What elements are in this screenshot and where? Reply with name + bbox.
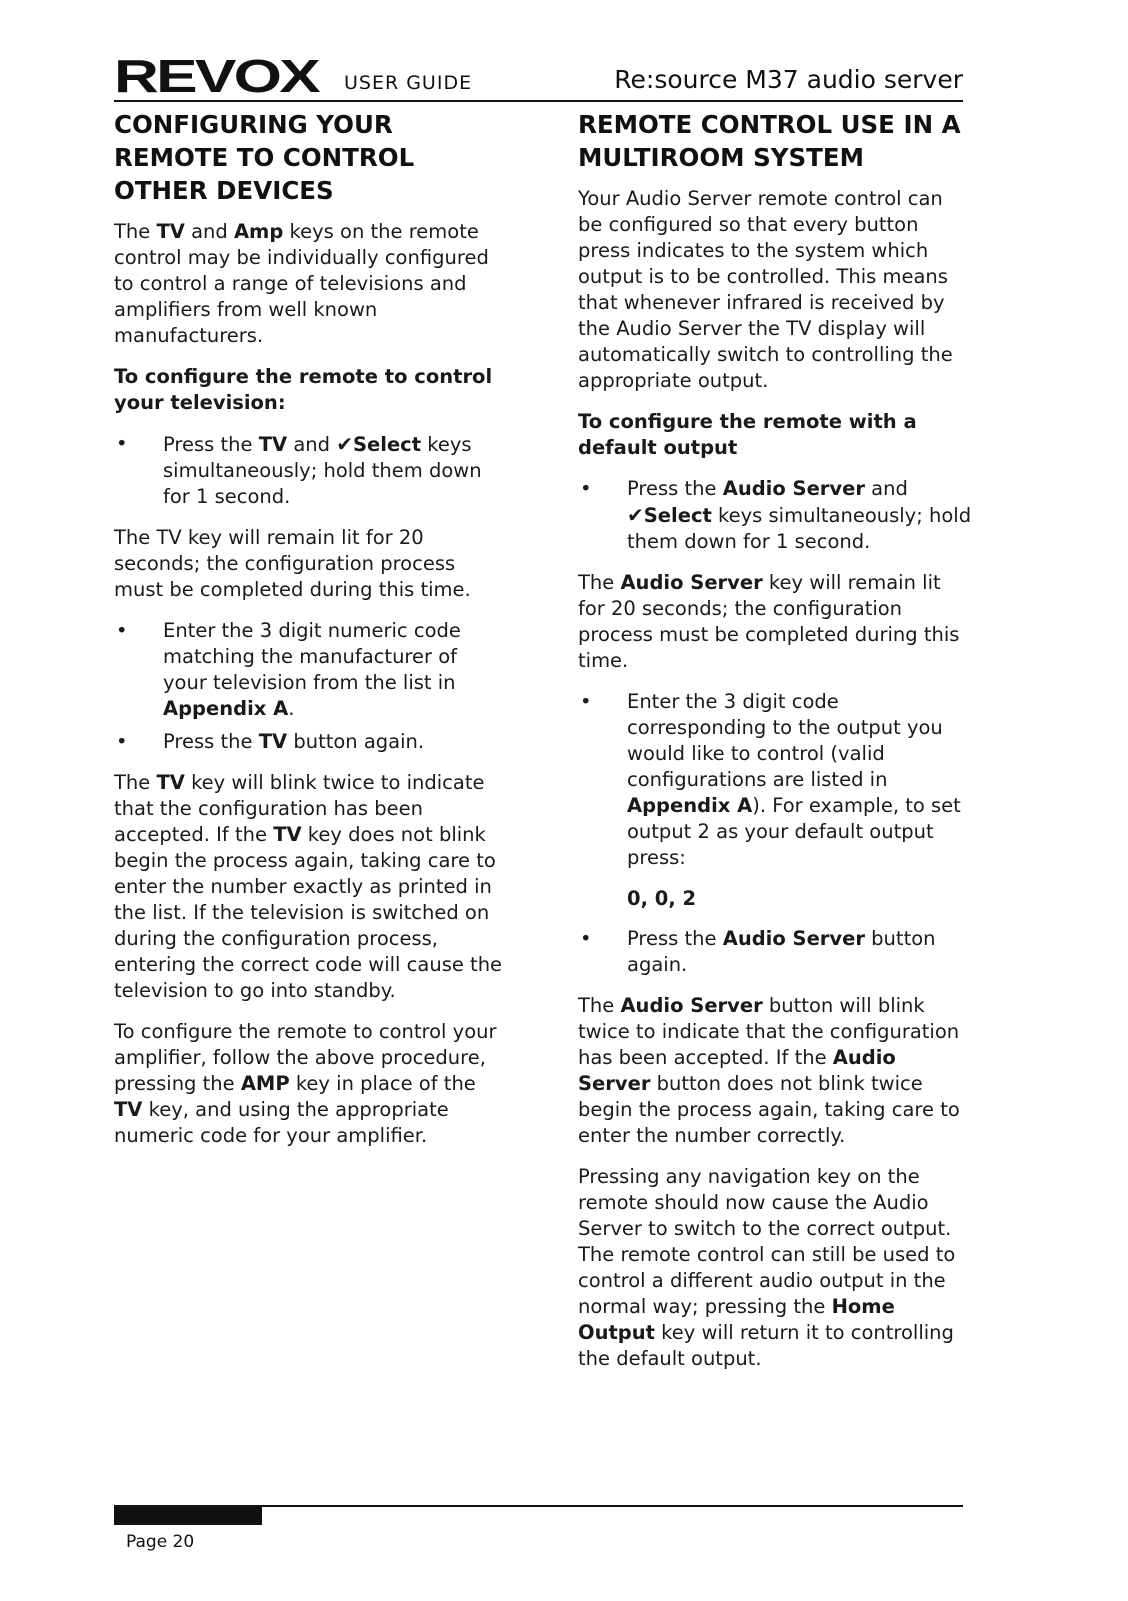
right-subheading: To configure the remote with a default output [578, 410, 917, 459]
left-paragraph-3: The TV key will blink twice to indicate that the configuration has been accepted. If the TV key does not blink begin the process again, taking care to enter the number exactly as printed in the list. If the television is switched on during the configuration process, entering the correct code will cause the television to go into standby. [114, 771, 503, 1002]
right-paragraph-2: The Audio Server key will remain lit for 20 seconds; the configuration process must be completed during this time. [578, 571, 960, 672]
left-heading: CONFIGURING YOUR REMOTE TO CONTROL OTHER DEVICES [114, 110, 415, 205]
list-item: • Press the Audio Server button again. [580, 927, 936, 976]
right-heading: REMOTE CONTROL USE IN A MULTIROOM SYSTEM [578, 110, 961, 172]
list-item: • Press the Audio Server and ✔Select keys simultaneously; hold them down for 1 second. [580, 477, 972, 553]
right-paragraph-3: The Audio Server button will blink twice to indicate that the configuration has been accepted. If the Audio Server button does not blink twice begin the process again, taking care to enter the number correctly. [578, 994, 960, 1147]
check-icon: ✔ [336, 432, 353, 456]
revox-logo: REVOX [114, 50, 318, 102]
example-code: 0, 0, 2 [627, 887, 697, 910]
page-header [114, 52, 963, 102]
list-item: • Enter the 3 digit code corresponding to the output you would like to control (valid configurations are listed in Appendix A). For example, to set output 2 as your default output press: [580, 690, 961, 869]
page-number: Page 20 [126, 1532, 195, 1552]
user-guide-label: USER GUIDE [344, 72, 473, 94]
list-item: • Press the TV and ✔Select keys simultaneously; hold them down for 1 second. [116, 432, 482, 508]
footer-block [114, 1505, 262, 1525]
right-steps-1 [578, 476, 973, 555]
left-intro-paragraph: The TV and Amp keys on the remote control may be individually configured to control a range of televisions and amplifiers from well known manufacturers. [114, 220, 489, 347]
right-intro-paragraph: Your Audio Server remote control can be configured so that every button press indicates to the system which output is to be controlled. This means that whenever infrared is received by the Audio Server the TV display will automatically switch to controlling the appropriate output. [578, 187, 953, 392]
left-paragraph-2: The TV key will remain lit for 20 seconds; the configuration process must be completed during this time. [114, 526, 471, 601]
left-subheading: To configure the remote to control your television: [114, 365, 493, 414]
right-steps-3 [578, 926, 973, 978]
list-item: • Enter the 3 digit numeric code matching the manufacturer of your television from the list in Appendix A. [116, 619, 461, 720]
left-steps-2 [114, 618, 504, 755]
left-column [114, 108, 504, 1164]
right-steps-2 [578, 689, 973, 871]
right-paragraph-4: Pressing any navigation key on the remote should now cause the Audio Server to switch to the correct output. The remote control can still be used to control a different audio output in the normal way; pressing the Home Output key will return it to controlling the default output. [578, 1165, 956, 1370]
left-paragraph-4: To configure the remote to control your amplifier, follow the above procedure, pressing the AMP key in place of the TV key, and using the appropriate numeric code for your amplifier. [114, 1020, 497, 1147]
list-item: • Press the TV button again. [116, 730, 425, 753]
product-title: Re:source M37 audio server [614, 65, 963, 94]
left-steps-1 [114, 431, 504, 510]
check-icon: ✔ [627, 503, 644, 527]
right-column [578, 108, 973, 1387]
